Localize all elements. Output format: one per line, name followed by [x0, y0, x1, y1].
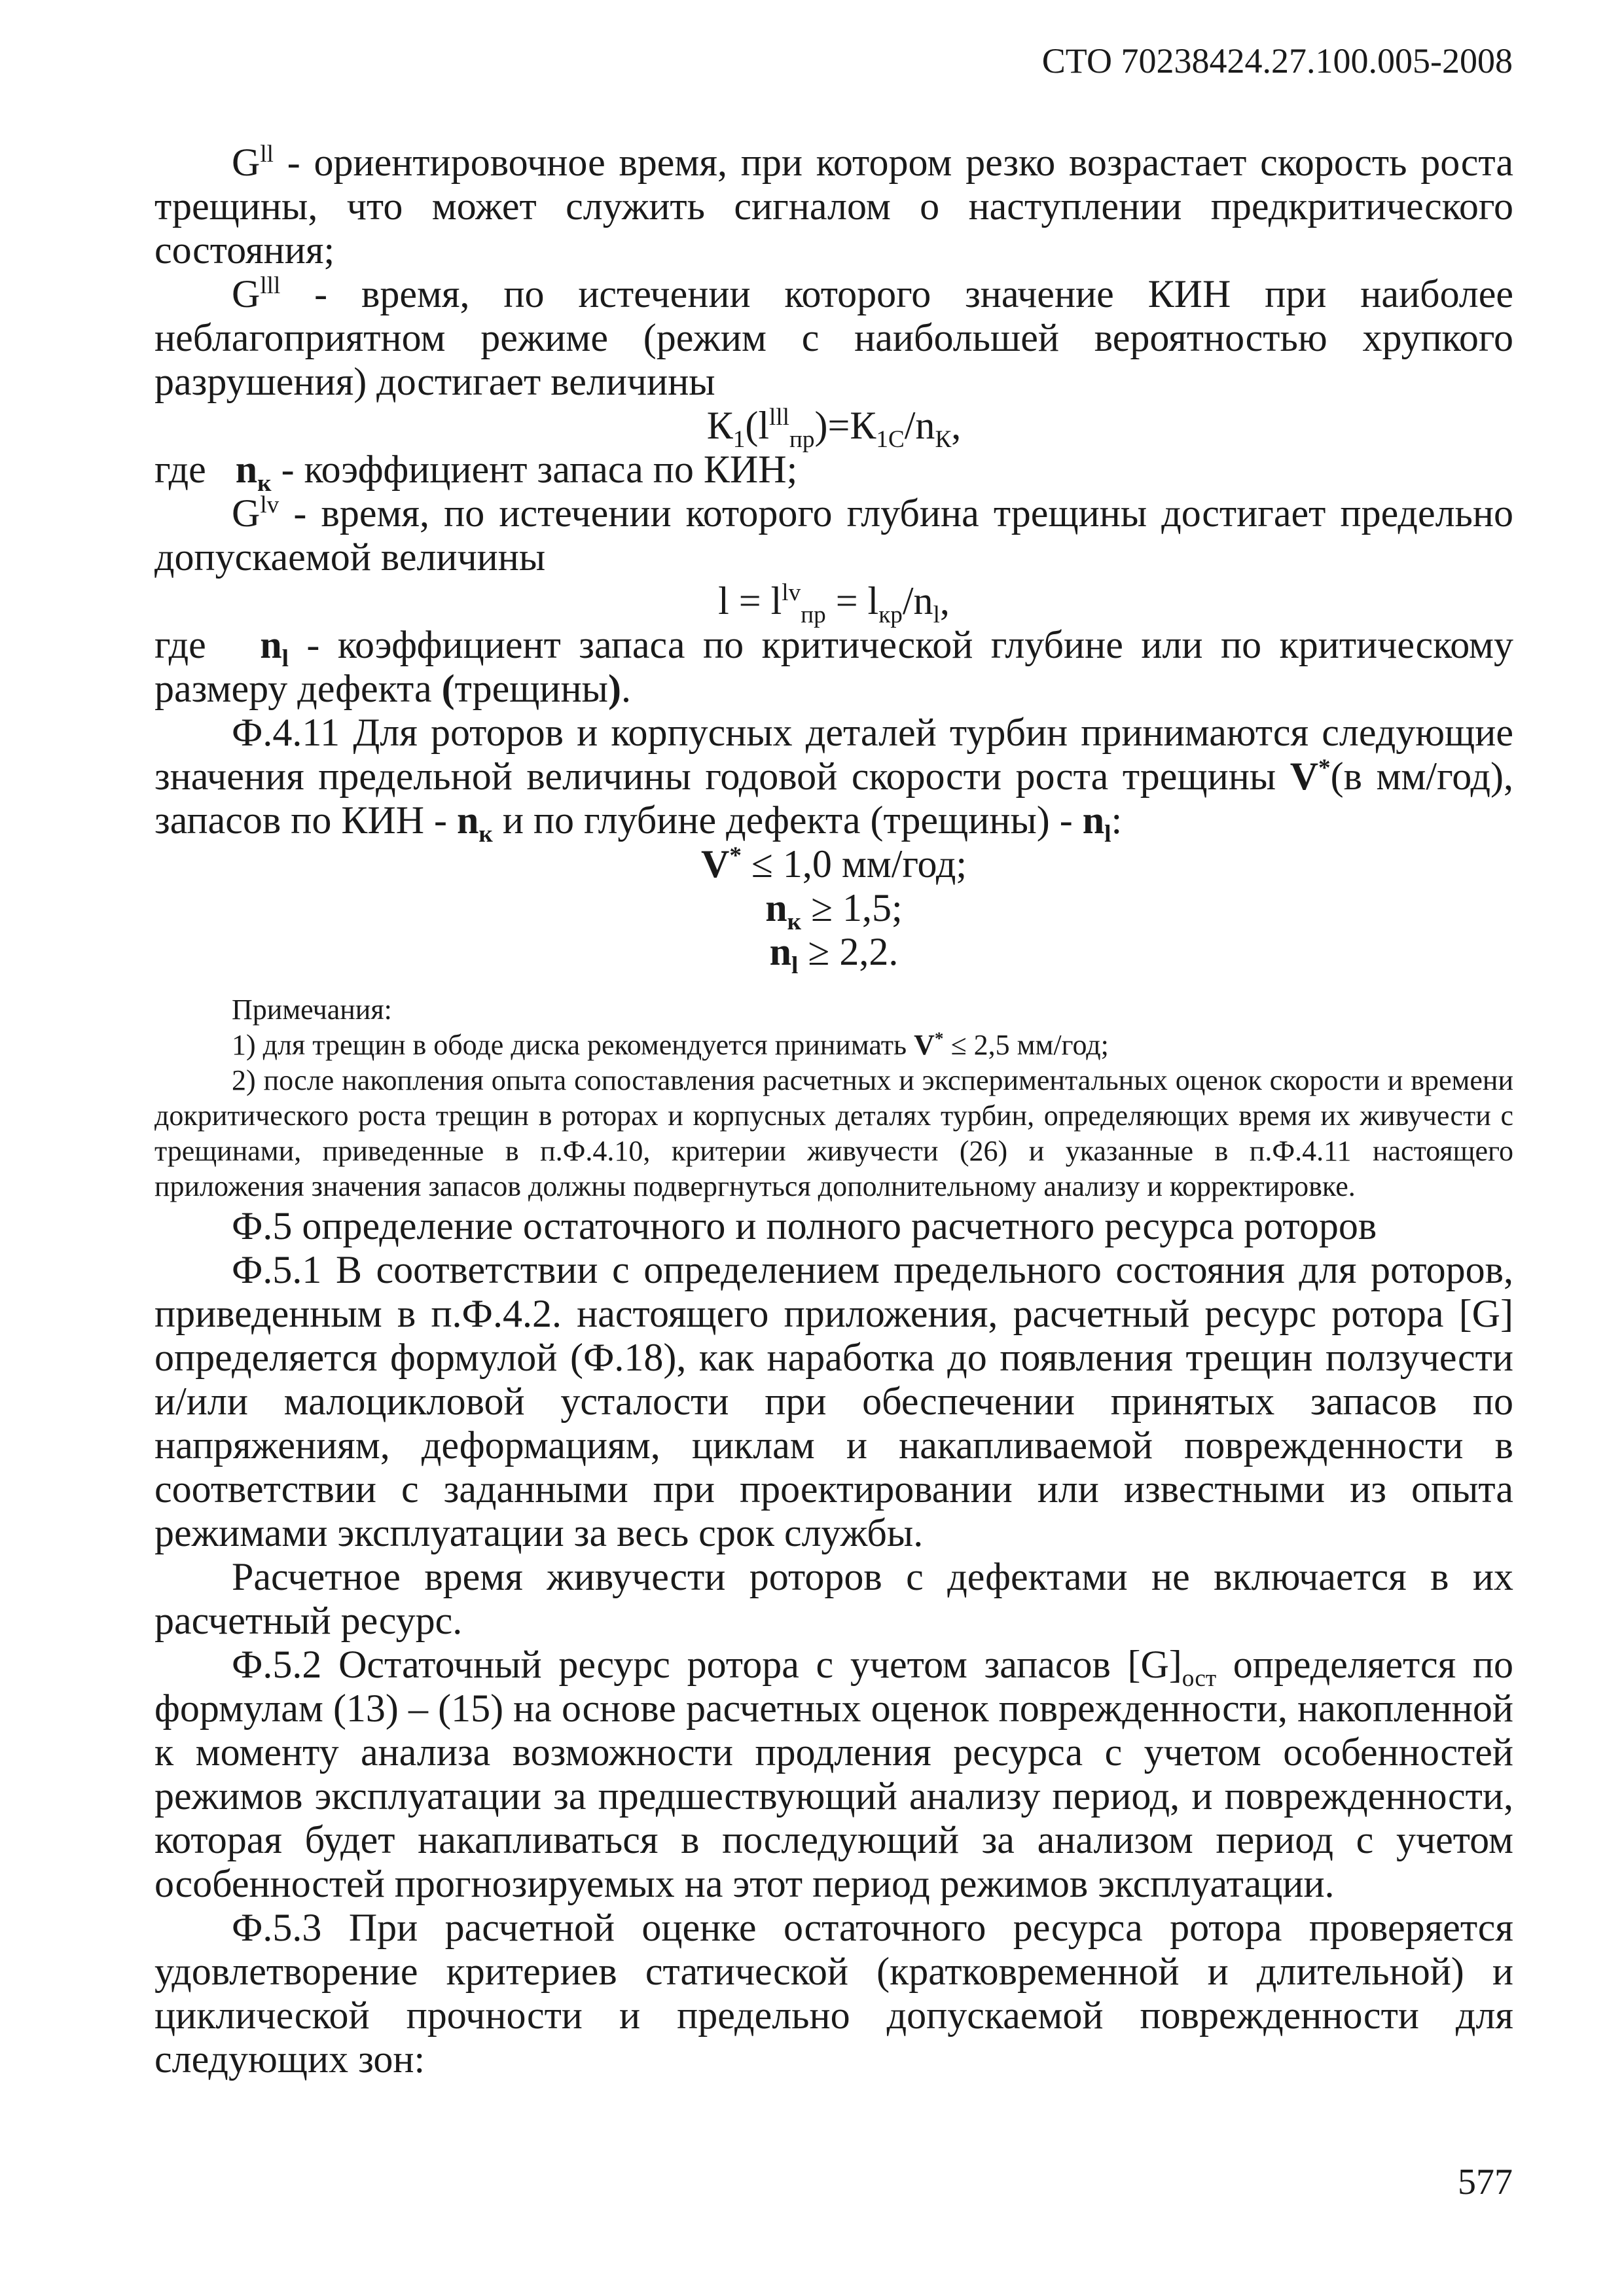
paragraph-f5-3: Ф.5.3 При расчетной оценке остаточного ресурса ротора проверяется удовлетворение критериев статической (кратковременной и длительной) и циклической прочности и предельно допускаемой поврежденности для следующих зон: [154, 1906, 1513, 2081]
paragraph-f5-2 [154, 1643, 1513, 1906]
formula-subscript: пр [789, 426, 815, 453]
definition-text: . [621, 667, 631, 710]
page-number: 577 [1458, 2162, 1513, 2202]
section-heading: Ф.5 определение остаточного и полного расчетного ресурса роторов [232, 1204, 1377, 1247]
superscript: lll [260, 272, 281, 299]
symbol-n: n [765, 886, 787, 929]
superscript: lv [260, 492, 280, 518]
condition-text: ≥ 2,2. [798, 930, 899, 973]
symbol-g: G [232, 272, 261, 315]
paragraph-g2 [154, 141, 1513, 272]
formula-superscript: lv [782, 579, 801, 606]
condition-nl [154, 930, 1513, 979]
definition-text: трещины [454, 667, 608, 710]
page-body [154, 141, 1513, 2081]
condition-nk [154, 886, 1513, 935]
formula-part: )=К [814, 404, 876, 447]
paragraph-survivability: Расчетное время живучести роторов с дефектами не включается в их расчетный ресурс. [154, 1555, 1513, 1642]
paragraph-g4 [154, 492, 1513, 579]
formula-part: К [706, 404, 733, 447]
definition-nl [154, 623, 1513, 711]
formula-kin [154, 404, 1513, 453]
formula-part: l = l [718, 579, 782, 622]
formula-subscript: пр [801, 601, 826, 628]
symbol-v: V [700, 842, 730, 886]
superscript: * [729, 842, 742, 869]
note-1 [154, 1028, 1513, 1063]
paragraph-text: Ф.5.2 Остаточный ресурс ротора с учетом запасов [G] [232, 1643, 1182, 1686]
condition-text: ≤ 1,0 мм/год; [741, 842, 967, 886]
subscript: к [478, 821, 493, 848]
formula-subscript: l [933, 601, 940, 628]
subscript: к [787, 908, 802, 935]
definition-text: - коэффициент запаса по КИН; [271, 448, 798, 491]
paragraph-text: Ф.4.11 Для роторов и корпусных деталей турбин принимаются следующие значения предельной величины годовой скорости роста трещины [154, 711, 1513, 798]
formula-part: /n [904, 404, 935, 447]
note-text: 1) для трещин в ободе диска рекомендуется принимать [232, 1029, 914, 1061]
paren: ( [441, 667, 455, 710]
notes [154, 992, 1513, 1204]
subscript: ост [1182, 1665, 1217, 1692]
formula-subscript: 1 [732, 426, 746, 453]
condition-text: ≥ 1,5; [801, 886, 903, 929]
formula-part: , [939, 579, 950, 622]
definition-nk [154, 448, 1513, 497]
paragraph-text: - время, по истечении которого значение КИН при наиболее неблагоприятном режиме (режим с наибольшей вероятностью хрупкого разрушения) достигает величины [154, 272, 1513, 403]
symbol-v: V [914, 1029, 935, 1061]
notes-title: Примечания: [232, 994, 392, 1026]
condition-v [154, 842, 1513, 886]
symbol-n: n [260, 623, 282, 666]
formula-part: = l [825, 579, 879, 622]
document-code: СТО 70238424.27.100.005-2008 [1041, 41, 1513, 81]
subscript: l [1104, 821, 1111, 848]
symbol-n: n [457, 798, 479, 842]
paragraph-f4-11 [154, 711, 1513, 848]
paragraph-text: и по глубине дефекта (трещины) - [492, 798, 1083, 842]
formula-part: /n [902, 579, 933, 622]
subscript: l [791, 952, 799, 979]
superscript: * [934, 1028, 944, 1049]
paragraph-f5-1: Ф.5.1 В соответствии с определением предельного состояния для роторов, приведенным в п.Ф.4.2. настоящего приложения, расчетный ресурс ротора [G] определяется формулой (Ф.18), как наработка до появления трещин ползучести и/или малоцикловой усталости при обеспечении принятых запасов по напряжениям, деформациям, циклам и накапливаемой поврежденности в соответствии с заданными при проектировании или известными из опыта режимами эксплуатации за весь срок службы. [154, 1248, 1513, 1554]
paragraph-text: - время, по истечении которого глубина трещины достигает предельно допускаемой величины [154, 492, 1513, 579]
paragraph-text: - ориентировочное время, при котором резко возрастает скорость роста трещины, что может служить сигналом о наступлении предкритического состояния; [154, 141, 1513, 272]
note-text: ≤ 2,5 мм/год; [943, 1029, 1109, 1061]
formula-subscript: К [935, 426, 952, 453]
superscript: * [1318, 755, 1331, 781]
superscript: ll [260, 141, 274, 168]
subscript: к [257, 470, 272, 497]
formula-subscript: 1С [876, 426, 905, 453]
symbol-n: n [769, 930, 792, 973]
paren: ) [607, 667, 621, 710]
formula-subscript: кр [878, 601, 903, 628]
symbol-n: n [1082, 798, 1105, 842]
note-2: 2) после накопления опыта сопоставления расчетных и экспериментальных оценок скорости и времени докритического роста трещин в роторах и корпусных деталях турбин, определяющих время их живучести с трещинами, приведенные в п.Ф.4.10, критерии живучести (26) и указанные в п.Ф.4.11 настоящего приложения значения запасов должны подвергнуться дополнительному анализу и корректировке. [154, 1064, 1513, 1202]
subscript: l [281, 645, 289, 672]
paragraph-text: (в мм/год), запасов по КИН - [154, 755, 1513, 842]
symbol-g: G [232, 141, 261, 184]
definition-text: - коэффициент запаса по критической глубине или по критическому размеру дефекта [154, 623, 1514, 710]
formula-superscript: lll [769, 404, 790, 431]
where-label: где [154, 623, 225, 666]
symbol-g: G [232, 492, 261, 535]
formula-part: (l [745, 404, 770, 447]
paragraph-g3 [154, 272, 1513, 404]
paragraph-text: определяется по формулам (13) – (15) на основе расчетных оценок поврежденности, накопленной к моменту анализа возможности продления ресурса с учетом особенностей режимов эксплуатации за предшествующий анализу период, и поврежденности, которая будет накапливаться в последующий за анализом период с учетом особенностей прогнозируемых на этот период режимов эксплуатации. [154, 1643, 1513, 1905]
symbol-n: n [235, 448, 258, 491]
formula-depth [154, 579, 1513, 628]
formula-part: , [951, 404, 962, 447]
symbol-v: V [1290, 755, 1319, 798]
paragraph-text: : [1111, 798, 1123, 842]
where-label: где [154, 448, 216, 491]
